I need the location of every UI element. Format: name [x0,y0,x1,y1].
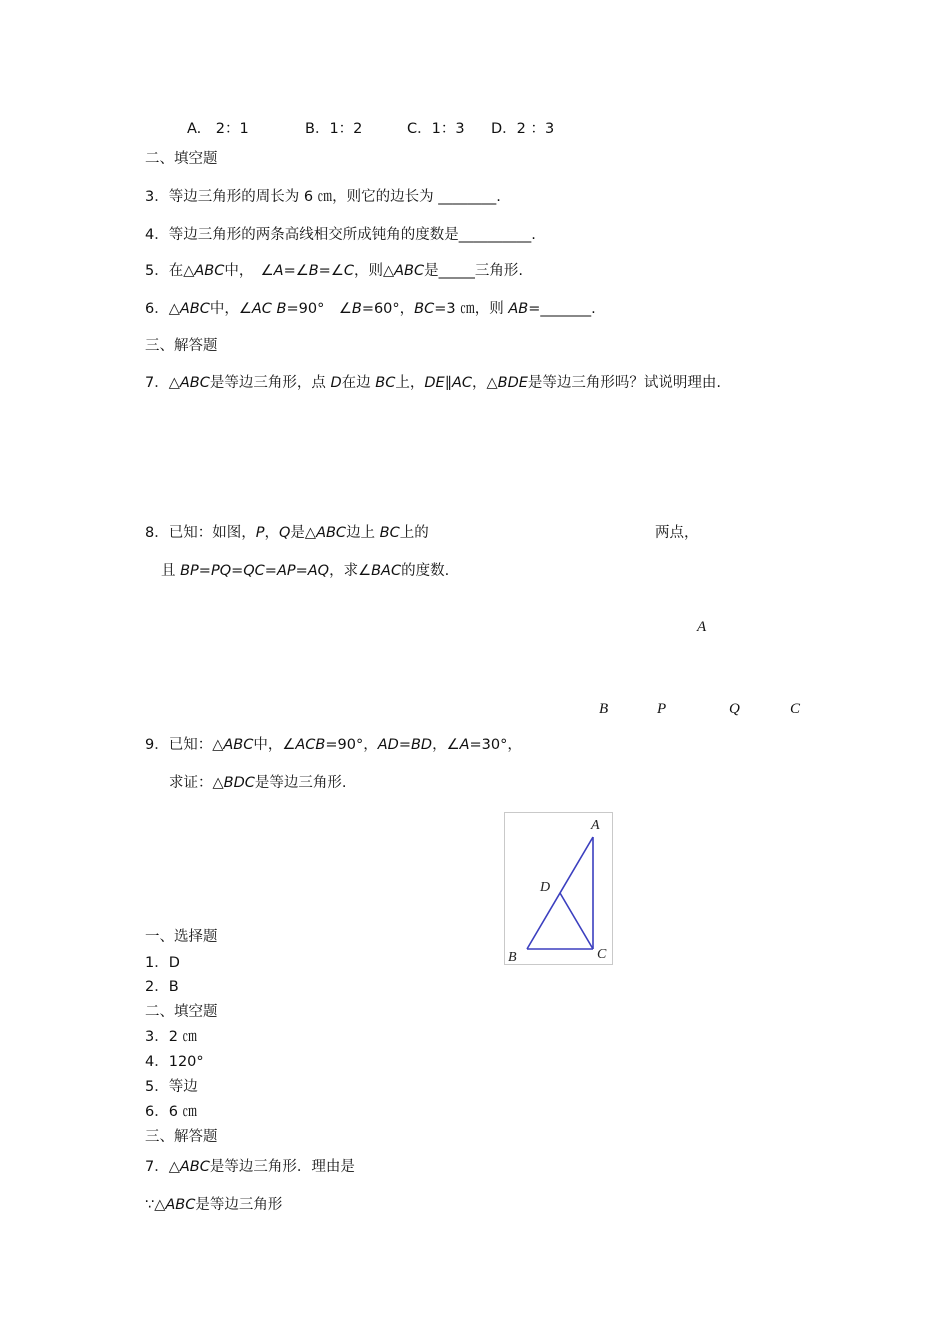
answer-7b-var: ABC [165,1197,196,1213]
q8-point-q-label: Q [729,701,740,717]
q7-var: BDE [497,375,528,391]
q8-var: BP=PQ=QC=AP=AQ [180,563,330,579]
answer-5: 5．等边 [145,1079,198,1095]
q7-var: ABC [179,375,210,391]
question-3 [145,187,501,207]
q4-blank: __________ [458,227,532,243]
q9-point-a-label: A [591,818,600,833]
q5-part: =∠ [318,263,344,279]
q8-var: Q [278,525,291,541]
answer-7-because [145,1195,282,1215]
q6-part: =90° ∠ [286,301,352,317]
q8-part: 是△ [290,525,317,541]
question-9-prove [169,773,347,793]
question-4 [145,225,536,245]
answer-4: 4．120° [145,1054,204,1070]
q5-part: 中， ∠ [224,263,274,279]
q7-part: ∥ [444,375,452,391]
q5-var: ABC [194,263,225,279]
q7-part: 7．△ [145,375,180,391]
q8-var: BAC [371,563,402,579]
q8-part: ，求∠ [329,563,372,579]
triangle-diagram [505,813,612,964]
q5-var: ABC [394,263,425,279]
q8-var: ABC [316,525,347,541]
q8-point-a-label: A [697,619,707,635]
q6-part: =3 ㎝，则 [434,301,509,317]
q8-part: 的度数. [401,563,450,579]
q8-point-c-label: C [790,701,801,717]
answer-2: 2．B [145,979,179,995]
q6-part: 6．△ [145,301,180,317]
q9-part: ，∠ [432,737,460,753]
question-9 [145,735,522,755]
q9-point-b-label: B [508,950,517,964]
q5-var: A [273,263,284,279]
q9-part: 是等边三角形. [254,775,347,791]
q7-part: 是等边三角形，点 [209,375,331,391]
answer-7-part: 7．△ [145,1159,180,1175]
q5-blank: _____ [438,263,475,279]
q5-part: ，则△ [353,263,395,279]
q9-var: ACB [295,737,326,753]
q6-part: =60°， [361,301,415,317]
q9-part: =30°， [469,737,522,753]
answer-7b-part: ∵△ [145,1197,166,1213]
q8-tail: 两点， [655,525,699,541]
answer-1: 1．D [145,955,180,971]
option-b: B．1：2 [305,121,363,137]
section-heading-answer: 三、解答题 [145,338,218,354]
q7-part: 上， [395,375,425,391]
q4-text: 4．等边三角形的两条高线相交所成钝角的度数是 [145,227,459,243]
question-7 [145,373,721,393]
option-a: A. 2：1 [187,121,249,137]
q5-var: B [308,263,319,279]
q7-var: DE [424,375,445,391]
q6-var: AC B [251,301,287,317]
q3-blank: ________ [438,189,497,205]
q9-var: AD=BD [377,737,433,753]
question-8 [145,523,429,543]
q7-var: D [330,375,342,391]
q7-part: 在边 [341,375,376,391]
q8-part: 且 [161,563,181,579]
answer-7b-part: 是等边三角形 [195,1197,283,1213]
answers-section-answer: 三、解答题 [145,1129,218,1145]
q8-part: 8．已知：如图， [145,525,256,541]
q6-part: 中，∠ [209,301,252,317]
q8-var: BC [379,525,400,541]
answer-7-var: ABC [179,1159,210,1175]
q9-triangle-figure [504,812,613,965]
q7-var: BC [375,375,396,391]
q9-part: 9．已知：△ [145,737,224,753]
q6-var: ABC [179,301,210,317]
q9-var: A [459,737,470,753]
q5-part: 是 [424,263,439,279]
q9-part: =90°， [325,737,378,753]
q7-part: ，△ [471,375,498,391]
q4-end: . [531,227,536,243]
q5-part: 5．在△ [145,263,195,279]
answers-section-fill: 二、填空题 [145,1004,218,1020]
q6-part: . [591,301,596,317]
q3-text: 3．等边三角形的周长为 6 ㎝，则它的边长为 [145,189,434,205]
q5-part: 三角形. [474,263,523,279]
option-c: C．1：3 [407,121,465,137]
q7-var: AC [451,375,472,391]
q5-var: C [343,263,354,279]
q9-point-d-label: D [540,880,551,895]
q6-var: AB [508,301,529,317]
segment-dc [560,893,593,949]
q6-var: BC [414,301,435,317]
q5-part: =∠ [283,263,309,279]
section-heading-fill: 二、填空题 [145,151,218,167]
q8-part: 边上 [346,525,380,541]
q8-part: 上的 [399,525,429,541]
q8-var: P [255,525,265,541]
q8-point-b-label: B [599,701,609,717]
q9-var: BDC [223,775,255,791]
question-5 [145,261,523,281]
q3-end: . [496,189,501,205]
answer-7 [145,1157,355,1177]
q7-part: 是等边三角形吗？试说明理由. [527,375,722,391]
question-8-condition [161,561,449,581]
q6-part: = [528,301,541,317]
q6-blank: _______ [540,301,592,317]
q9-point-c-label: C [597,947,607,962]
q9-part: 求证：△ [169,775,224,791]
answers-section-choice: 一、选择题 [145,929,218,945]
q9-part: 中，∠ [253,737,296,753]
q8-part: ， [264,525,279,541]
q8-point-p-label: P [657,701,667,717]
answer-7-part: 是等边三角形．理由是 [209,1159,355,1175]
answer-3: 3．2 ㎝ [145,1029,198,1045]
question-6 [145,299,596,319]
q6-var: B [351,301,362,317]
answer-6: 6．6 ㎝ [145,1104,198,1120]
q9-var: ABC [223,737,254,753]
option-d: D．2 ：3 [491,121,555,137]
